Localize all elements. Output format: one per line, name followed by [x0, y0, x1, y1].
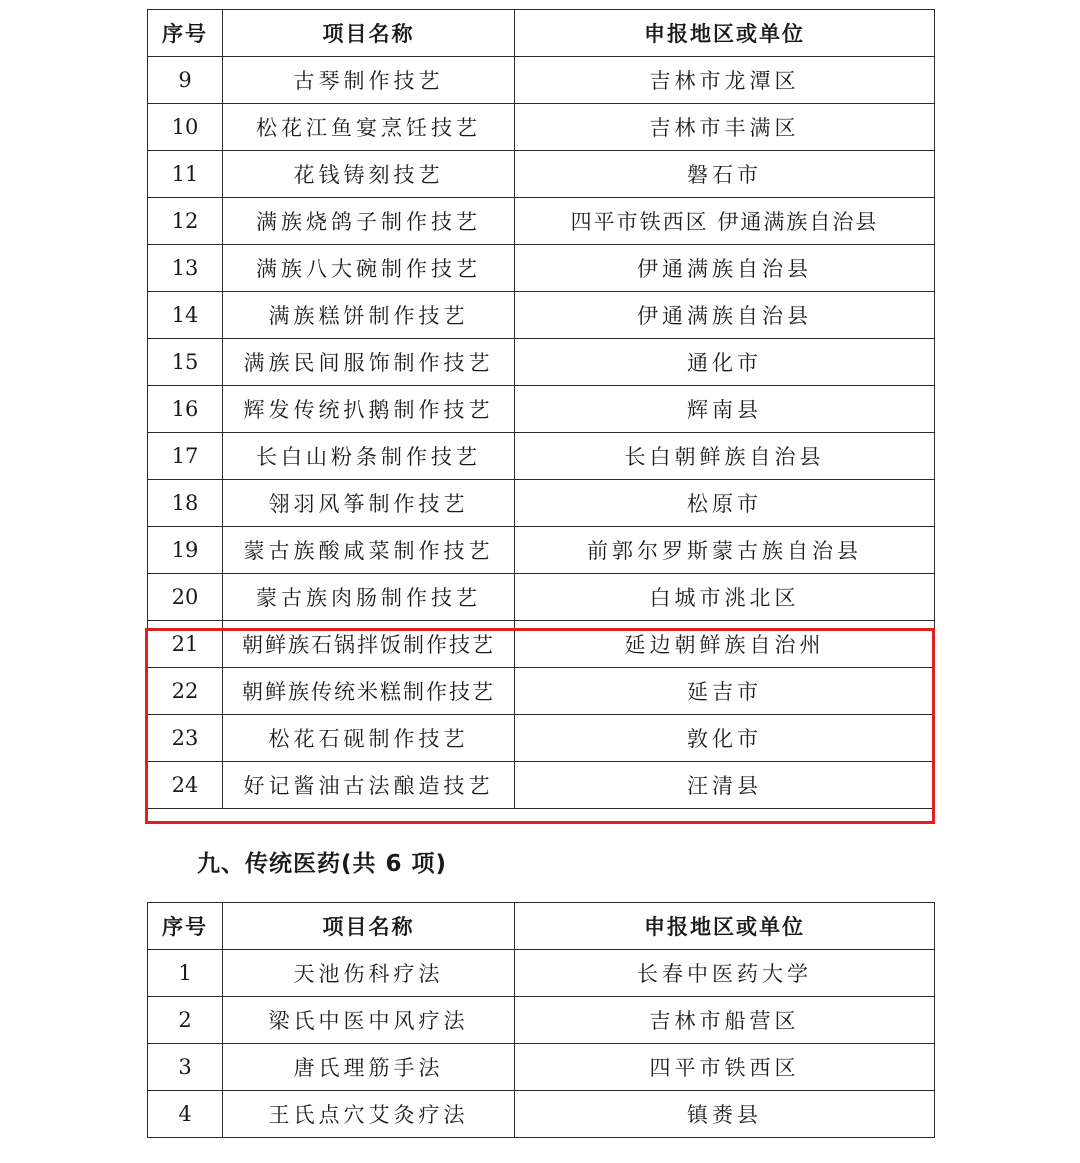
table-row: [148, 292, 935, 339]
table-row: [148, 1044, 935, 1091]
row-number: 20: [148, 574, 223, 621]
header-number: 序号: [148, 903, 223, 950]
row-number: 11: [148, 151, 223, 198]
row-number: 2: [148, 997, 223, 1044]
section-heading: 九、传统医药(共 6 项): [197, 851, 448, 877]
row-region: 长春中医药大学: [515, 950, 935, 997]
row-number: 3: [148, 1044, 223, 1091]
row-region: 吉林市龙潭区: [515, 57, 935, 104]
row-project-name: 梁氏中医中风疗法: [223, 997, 515, 1044]
row-region: 前郭尔罗斯蒙古族自治县: [515, 527, 935, 574]
row-project-name: 朝鲜族传统米糕制作技艺: [223, 668, 515, 715]
row-number: 22: [148, 668, 223, 715]
row-project-name: 满族糕饼制作技艺: [223, 292, 515, 339]
row-project-name: 松花江鱼宴烹饪技艺: [223, 104, 515, 151]
row-project-name: 满族烧鸽子制作技艺: [223, 198, 515, 245]
row-project-name: 朝鲜族石锅拌饭制作技艺: [223, 621, 515, 668]
table-row: [148, 198, 935, 245]
row-number: 21: [148, 621, 223, 668]
row-number: 24: [148, 762, 223, 809]
row-region: 汪清县: [515, 762, 935, 809]
row-number: 13: [148, 245, 223, 292]
row-region: 伊通满族自治县: [515, 245, 935, 292]
row-number: 4: [148, 1091, 223, 1138]
row-region: 吉林市船营区: [515, 997, 935, 1044]
row-number: 18: [148, 480, 223, 527]
table-header-row: [148, 903, 935, 950]
row-region: 延吉市: [515, 668, 935, 715]
header-project-name: 项目名称: [223, 903, 515, 950]
row-number: 23: [148, 715, 223, 762]
row-number: 1: [148, 950, 223, 997]
header-region: 申报地区或单位: [515, 903, 935, 950]
row-project-name: 唐氏理筋手法: [223, 1044, 515, 1091]
row-region: 通化市: [515, 339, 935, 386]
row-project-name: 花钱铸刻技艺: [223, 151, 515, 198]
row-project-name: 王氏点穴艾灸疗法: [223, 1091, 515, 1138]
table-row: [148, 57, 935, 104]
row-number: 19: [148, 527, 223, 574]
row-region: 四平市铁西区 伊通满族自治县: [515, 198, 935, 245]
row-region: 松原市: [515, 480, 935, 527]
header-project-name: 项目名称: [223, 10, 515, 57]
row-region: 白城市洮北区: [515, 574, 935, 621]
row-region: 长白朝鲜族自治县: [515, 433, 935, 480]
row-project-name: 满族八大碗制作技艺: [223, 245, 515, 292]
table-row: [148, 1091, 935, 1138]
row-project-name: 长白山粉条制作技艺: [223, 433, 515, 480]
craft-projects-table: [147, 9, 935, 809]
header-number: 序号: [148, 10, 223, 57]
row-number: 15: [148, 339, 223, 386]
row-region: 敦化市: [515, 715, 935, 762]
row-project-name: 蒙古族肉肠制作技艺: [223, 574, 515, 621]
row-number: 9: [148, 57, 223, 104]
row-number: 12: [148, 198, 223, 245]
row-project-name: 辉发传统扒鹅制作技艺: [223, 386, 515, 433]
row-number: 14: [148, 292, 223, 339]
table-row: [148, 997, 935, 1044]
traditional-medicine-table: [147, 902, 935, 1138]
row-region: 磐石市: [515, 151, 935, 198]
table-row-highlighted: [148, 762, 935, 809]
table-row: [148, 950, 935, 997]
row-project-name: 天池伤科疗法: [223, 950, 515, 997]
table-row: [148, 151, 935, 198]
table-row: [148, 527, 935, 574]
table-row: [148, 386, 935, 433]
table-row-highlighted: [148, 621, 935, 668]
table-row: [148, 339, 935, 386]
table-header-row: [148, 10, 935, 57]
row-region: 延边朝鲜族自治州: [515, 621, 935, 668]
table-row: [148, 433, 935, 480]
header-region: 申报地区或单位: [515, 10, 935, 57]
row-region: 辉南县: [515, 386, 935, 433]
row-project-name: 蒙古族酸咸菜制作技艺: [223, 527, 515, 574]
row-region: 镇赉县: [515, 1091, 935, 1138]
row-number: 10: [148, 104, 223, 151]
row-region: 吉林市丰满区: [515, 104, 935, 151]
row-number: 16: [148, 386, 223, 433]
row-region: 伊通满族自治县: [515, 292, 935, 339]
table-row: [148, 104, 935, 151]
row-project-name: 翎羽风筝制作技艺: [223, 480, 515, 527]
table-row: [148, 574, 935, 621]
table-row-highlighted: [148, 715, 935, 762]
table-row: [148, 480, 935, 527]
row-number: 17: [148, 433, 223, 480]
table-row: [148, 245, 935, 292]
row-project-name: 满族民间服饰制作技艺: [223, 339, 515, 386]
table-row-highlighted: [148, 668, 935, 715]
row-region: 四平市铁西区: [515, 1044, 935, 1091]
row-project-name: 好记酱油古法酿造技艺: [223, 762, 515, 809]
row-project-name: 松花石砚制作技艺: [223, 715, 515, 762]
row-project-name: 古琴制作技艺: [223, 57, 515, 104]
